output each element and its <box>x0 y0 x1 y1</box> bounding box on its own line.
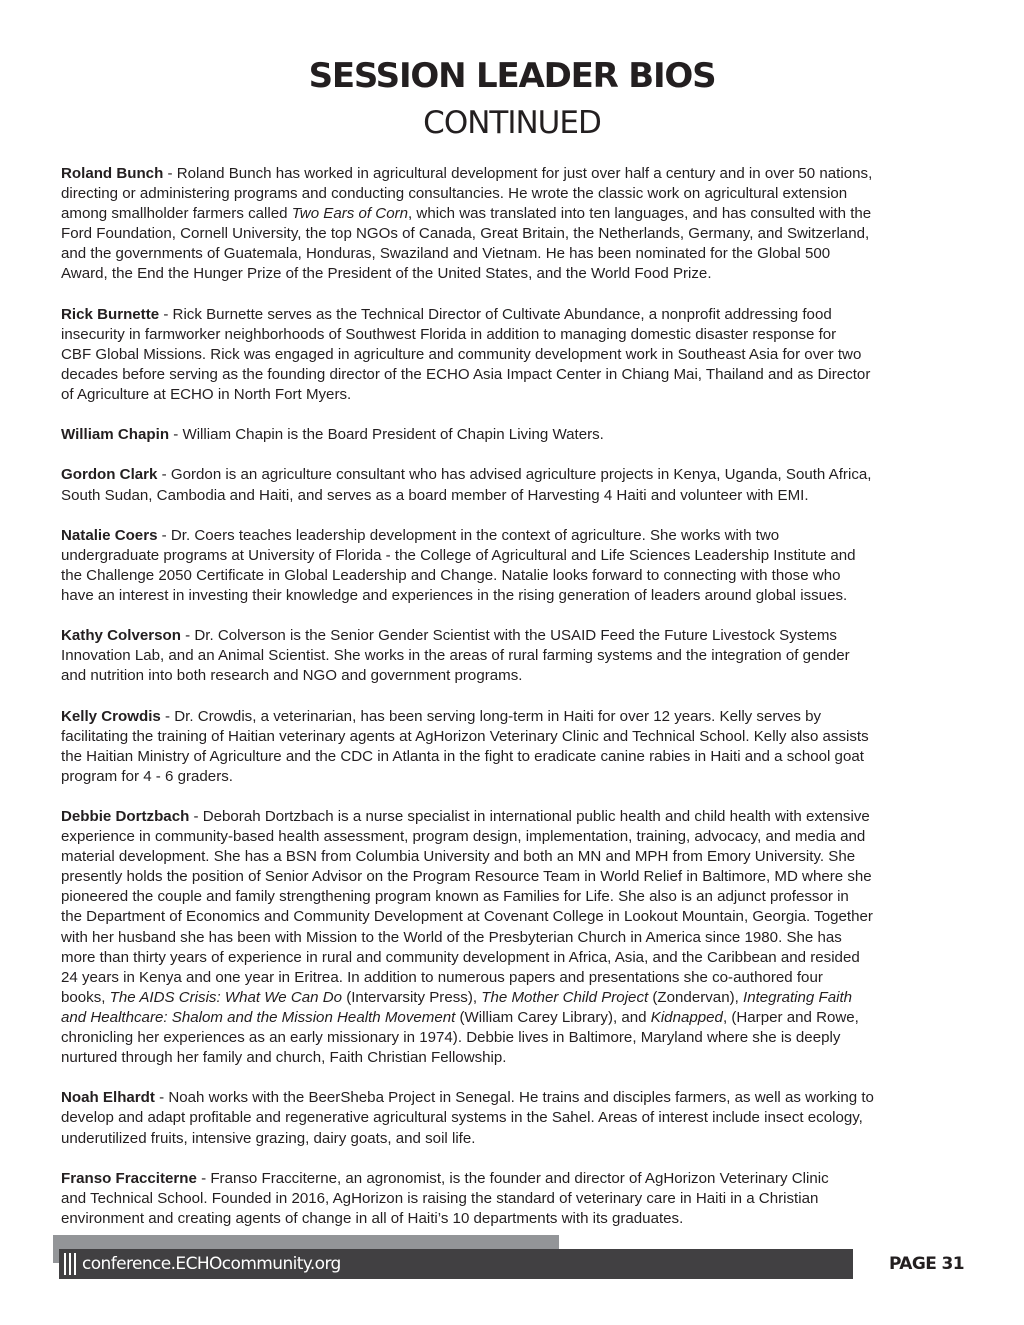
bio-text: experience in community-based health assessment, program design, implementation, training, advocacy, and media and <box>61 828 866 846</box>
bio-text: - Gordon is an agriculture consultant who has advised agriculture projects in Kenya, Uganda, South Africa, <box>157 466 872 484</box>
bio-text: directing or administering programs and conducting consultancies. He wrote the classic work on agricultural extension <box>61 185 848 203</box>
bio-line <box>61 465 971 485</box>
bio-text: facilitating the training of Haitian veterinary agents at AgHorizon Veterinary Clinic and Technical School. Kelly also assists <box>61 727 869 745</box>
bio-text: - Noah works with the BeerSheba Project in Senegal. He trains and disciples farmers, as well as working to <box>154 1089 874 1107</box>
bio-text: more than thirty years of experience in rural and community development in Africa, Asia, and the Caribbean and resided <box>61 948 860 966</box>
bio-title-italic: Kidnapped <box>650 1008 723 1026</box>
bio-line <box>61 1088 971 1108</box>
bio-text: CBF Global Missions. Rick was engaged in agriculture and community development work in Southeast Asia for over two <box>61 345 862 363</box>
bio-title-italic: The Mother Child Project <box>481 988 649 1006</box>
bio-line <box>61 1129 971 1149</box>
bio-text: (William Carey Library), and <box>455 1008 651 1026</box>
bio-entry <box>61 807 971 1068</box>
bio-text: of Agriculture at ECHO in North Fort Myers. <box>61 386 352 404</box>
bio-text: - Dr. Crowdis, a veterinarian, has been serving long-term in Haiti for over 12 years. Kelly serves by <box>160 707 822 725</box>
bio-name: Natalie Coers <box>61 526 158 544</box>
bio-line <box>61 646 971 666</box>
footer-url: conference.ECHOcommunity.org <box>82 1254 341 1274</box>
bio-text: Award, the End the Hunger Prize of the President of the United States, and the World Food Prize. <box>61 265 712 283</box>
page-title: SESSION LEADER BIOS <box>308 56 716 96</box>
bio-entry <box>61 1088 971 1148</box>
bio-text: underutilized fruits, intensive grazing, dairy goats, and soil life. <box>61 1129 476 1147</box>
bio-text: 24 years in Kenya and one year in Eritrea. In addition to numerous papers and presentations she co-authored four <box>61 968 823 986</box>
bio-entry <box>61 164 971 285</box>
bio-text: decades before serving as the founding director of the ECHO Asia Impact Center in Chiang Mai, Thailand and as Director <box>61 365 871 383</box>
bio-line <box>61 1108 971 1128</box>
bio-text: - Dr. Coers teaches leadership development in the context of agriculture. She works with two <box>157 526 780 544</box>
bio-line <box>61 325 971 345</box>
bio-text: program for 4 - 6 graders. <box>61 767 233 785</box>
bio-line <box>61 1169 971 1189</box>
bio-text: with her husband she has been with Mission to the World of the Presbyterian Church in America since 1980. She has <box>61 928 842 946</box>
bio-line <box>61 526 971 546</box>
bio-line <box>61 968 971 988</box>
bio-title-italic: and Healthcare: Shalom and the Mission Health Movement <box>61 1008 456 1026</box>
bio-entry <box>61 465 971 505</box>
bio-line <box>61 305 971 325</box>
bio-line <box>61 244 971 264</box>
bio-line <box>61 666 971 686</box>
bio-line <box>61 486 971 506</box>
bio-text: Ford Foundation, Cornell University, the top NGOs of Canada, Great Britain, the Netherlands, Germany, and Switzerland, <box>61 225 870 243</box>
bio-name: William Chapin <box>61 426 170 444</box>
bio-line <box>61 566 971 586</box>
bio-line <box>61 747 971 767</box>
bio-text: chronicling her experiences as an early missionary in 1974). Debbie lives in Baltimore, Maryland where she is deeply <box>61 1029 841 1047</box>
bio-title-italic: Two Ears of Corn <box>291 205 409 223</box>
bio-line <box>61 184 971 204</box>
bio-line <box>61 1189 971 1209</box>
bio-line <box>61 1048 971 1068</box>
bio-line <box>61 546 971 566</box>
bio-entry <box>61 626 971 686</box>
page-subtitle: CONTINUED <box>423 105 601 141</box>
bio-name: Rick Burnette <box>61 305 160 323</box>
bio-text: presently holds the position of Senior Advisor on the Program Resource Team in World Relief in Baltimore, MD where she <box>61 868 872 886</box>
bio-text: - William Chapin is the Board President of Chapin Living Waters. <box>169 426 604 444</box>
bio-text: - Rick Burnette serves as the Technical Director of Cultivate Abundance, a nonprofit addressing food <box>159 305 832 323</box>
bio-text: and nutrition into both research and NGO and government programs. <box>61 667 523 685</box>
bio-text: develop and adapt profitable and regenerative agricultural systems in the Sahel. Areas of interest include insect ecology, <box>61 1109 863 1127</box>
bio-text: nurtured through her family and church, Faith Christian Fellowship. <box>61 1049 507 1067</box>
bio-entry <box>61 425 971 445</box>
bio-text: among smallholder farmers called <box>61 205 292 223</box>
bio-text: books, <box>61 988 110 1006</box>
page-number: PAGE 31 <box>889 1254 964 1274</box>
bio-line <box>61 586 971 606</box>
bio-name: Debbie Dortzbach <box>61 808 190 825</box>
bio-text: the Challenge 2050 Certificate in Global Leadership and Change. Natalie looks forward to connecting with those who <box>61 566 841 584</box>
bio-line <box>61 345 971 365</box>
bios-list <box>61 164 971 1249</box>
bio-entry <box>61 1169 971 1229</box>
bio-text: environment and creating agents of change in all of Haiti’s 10 departments with its graduates. <box>61 1209 684 1227</box>
bio-text: , (Harper and Rowe, <box>722 1008 859 1026</box>
bio-name: Kelly Crowdis <box>61 707 161 725</box>
bio-entry <box>61 526 971 606</box>
bio-line <box>61 164 971 184</box>
bio-text: and Technical School. Founded in 2016, AgHorizon is raising the standard of veterinary care in Haiti in a Christian <box>61 1189 819 1207</box>
bio-text: pioneered the couple and family strengthening program known as Families for Life. She also is an adjunct professor in <box>61 888 849 906</box>
bio-name: Franso Fracciterne <box>61 1169 197 1187</box>
bio-line <box>61 385 971 405</box>
bio-line <box>61 887 971 907</box>
bio-line <box>61 827 971 847</box>
bio-title-italic: Integrating Faith <box>743 988 853 1006</box>
bio-line <box>61 727 971 747</box>
bio-line <box>61 948 971 968</box>
bio-text: - Roland Bunch has worked in agricultural development for just over half a century and in over 50 nations, <box>163 165 873 182</box>
bio-line <box>61 365 971 385</box>
bio-line <box>61 224 971 244</box>
bio-line <box>61 264 971 284</box>
bio-line <box>61 1008 971 1028</box>
bio-name: Gordon Clark <box>61 466 158 484</box>
bio-name: Roland Bunch <box>61 165 164 182</box>
bio-name: Kathy Colverson <box>61 627 181 645</box>
bio-text: insecurity in farmworker neighborhoods of Southwest Florida in addition to managing domestic disaster response for <box>61 325 837 343</box>
bio-line <box>61 204 971 224</box>
bio-line <box>61 867 971 887</box>
bio-text: , which was translated into ten languages, and has consulted with the <box>408 205 872 223</box>
bio-line <box>61 1209 971 1229</box>
bio-line <box>61 988 971 1008</box>
footer-bars-icon <box>64 1253 76 1275</box>
bio-text: South Sudan, Cambodia and Haiti, and serves as a board member of Harvesting 4 Haiti and volunteer with EMI. <box>61 486 809 504</box>
bio-text: (Intervarsity Press), <box>342 988 482 1006</box>
bio-line <box>61 907 971 927</box>
bio-text: undergraduate programs at University of Florida - the College of Agricultural and Life Sciences Leadership Institute and <box>61 546 856 564</box>
bio-line <box>61 707 971 727</box>
bio-text: - Franso Fracciterne, an agronomist, is the founder and director of AgHorizon Veterinary Clinic <box>196 1169 829 1187</box>
bio-line <box>61 928 971 948</box>
bio-text: have an interest in investing their knowledge and experiences in the rising generation of leaders around global issues. <box>61 586 848 604</box>
bio-line <box>61 767 971 787</box>
bio-line <box>61 1028 971 1048</box>
bio-line <box>61 626 971 646</box>
bio-text: and the governments of Guatemala, Honduras, Swaziland and Vietnam. He has been nominated for the Global 500 <box>61 245 831 263</box>
bio-text: - Dr. Colverson is the Senior Gender Scientist with the USAID Feed the Future Livestock Systems <box>180 627 837 645</box>
bio-text: material development. She has a BSN from Columbia University and both an MN and MPH from Emory University. She <box>61 848 856 866</box>
bio-line <box>61 807 971 827</box>
bio-text: the Department of Economics and Community Development at Covenant College in Lookout Mountain, Georgia. Together <box>61 908 873 926</box>
bio-entry <box>61 707 971 787</box>
bio-line <box>61 847 971 867</box>
bio-entry <box>61 305 971 405</box>
bio-text: - Deborah Dortzbach is a nurse specialist in international public health and child health with extensive <box>189 808 870 825</box>
footer-bar <box>59 1249 853 1279</box>
bio-text: (Zondervan), <box>648 988 743 1006</box>
bio-line <box>61 425 971 445</box>
bio-text: Innovation Lab, and an Animal Scientist. She works in the areas of rural farming systems and the integration of gender <box>61 647 850 665</box>
bio-text: the Haitian Ministry of Agriculture and the CDC in Atlanta in the fight to eradicate canine rabies in Haiti and a school goat <box>61 747 864 765</box>
bio-name: Noah Elhardt <box>61 1089 155 1107</box>
bio-title-italic: The AIDS Crisis: What We Can Do <box>109 988 343 1006</box>
